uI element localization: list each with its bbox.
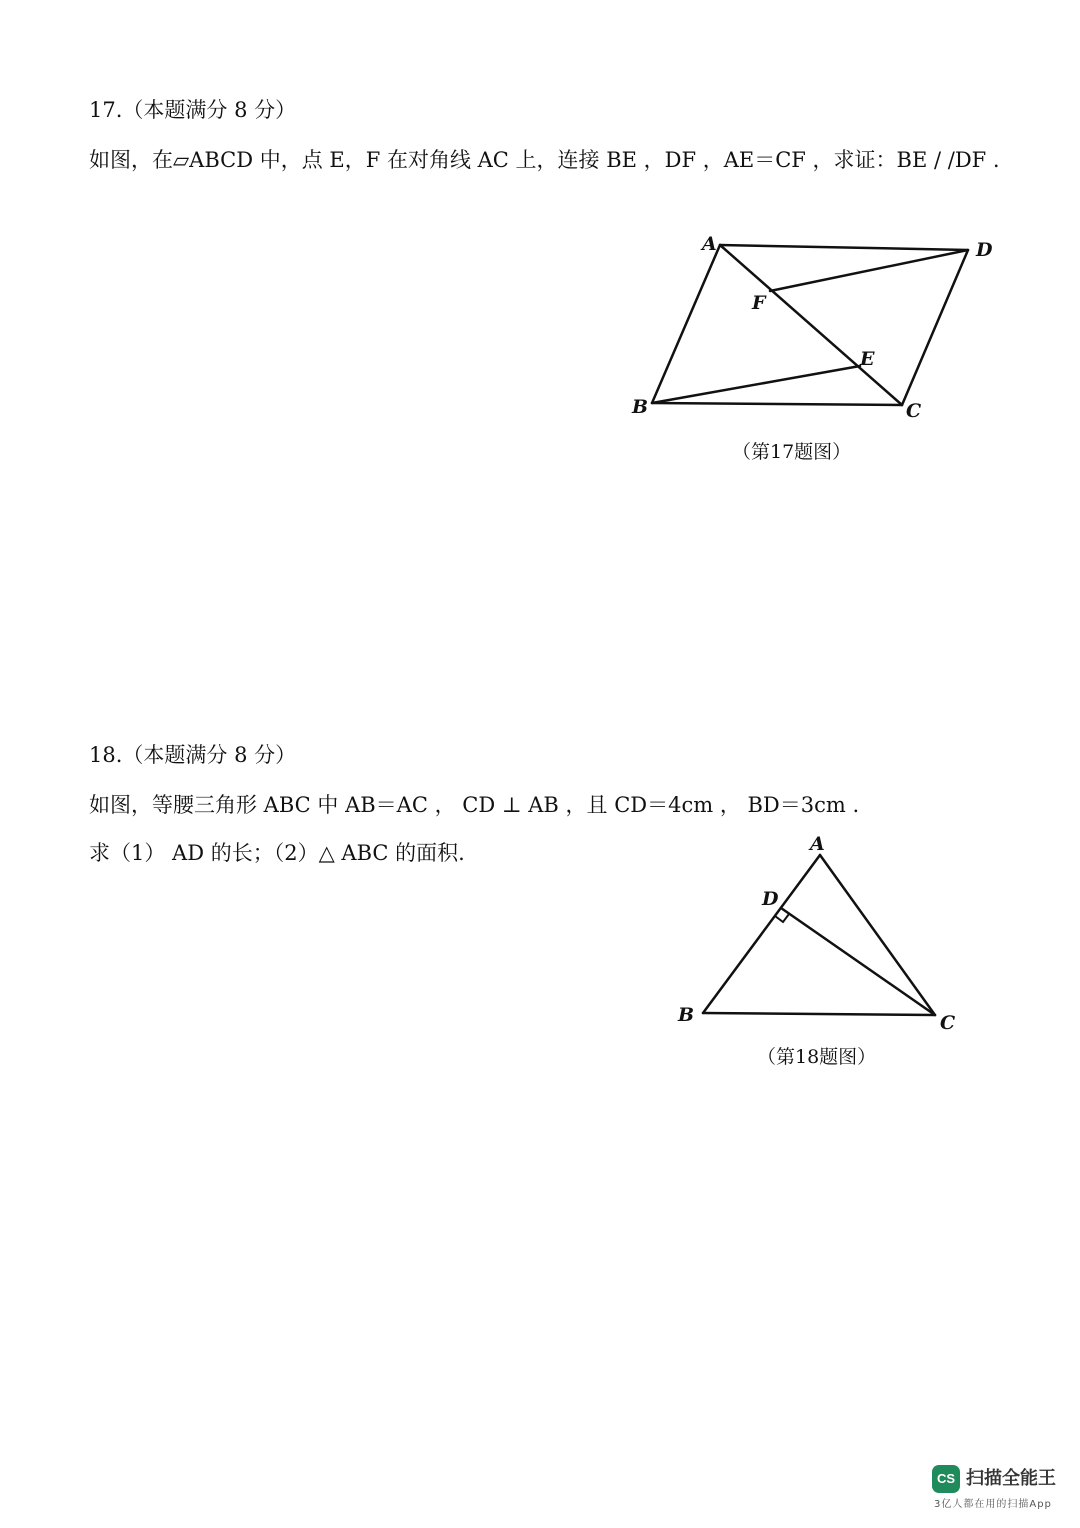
watermark-app-name: 扫描全能王 [966, 1468, 1056, 1489]
watermark-slogan: 3亿人都在用的扫描App [934, 1499, 1052, 1510]
q17-heading: 17.（本题满分 8 分） [89, 98, 297, 122]
q17-side-dc [902, 250, 968, 405]
q18-label-b: B [678, 1004, 695, 1026]
scanner-watermark [932, 1465, 1062, 1515]
q18-label-d: D [762, 888, 779, 910]
q17-parallelogram-figure [620, 225, 1010, 430]
q18-figure-caption: （第18题图） [757, 1046, 877, 1068]
q18-ask: 求（1） AD 的长；（2）△ ABC 的面积. [89, 841, 465, 865]
q17-segment-df [770, 250, 968, 291]
q17-side-ba [652, 245, 720, 403]
q17-label-f: F [752, 292, 766, 314]
q17-stem: 如图，在▱ABCD 中，点 E，F 在对角线 AC 上，连接 BE ，DF ，AE＝CF ，求证：BE / /DF . [89, 148, 1000, 172]
q17-label-a: A [702, 233, 717, 255]
q17-label-e: E [860, 348, 875, 370]
q18-stem: 如图，等腰三角形 ABC 中 AB＝AC ， CD ⊥ AB ，且 CD＝4cm ， BD＝3cm . [89, 793, 860, 817]
q17-label-b: B [632, 396, 649, 418]
q18-triangle-figure [670, 830, 970, 1035]
camscanner-logo-icon: CS [932, 1465, 960, 1493]
q17-segment-be [652, 366, 860, 403]
q18-label-c: C [940, 1012, 956, 1034]
q18-label-a: A [810, 833, 825, 855]
q17-figure-caption: （第17题图） [732, 441, 852, 463]
q18-heading: 18.（本题满分 8 分） [89, 743, 297, 767]
q18-side-ac [820, 855, 935, 1015]
q17-side-ad [720, 245, 968, 250]
q17-label-c: C [906, 400, 922, 422]
q17-side-cb [652, 403, 902, 405]
q18-side-ab [703, 855, 820, 1013]
q17-label-d: D [976, 239, 993, 261]
q18-side-bc [703, 1013, 935, 1015]
q18-segment-cd [781, 908, 935, 1015]
q18-right-angle-mark [775, 914, 789, 922]
